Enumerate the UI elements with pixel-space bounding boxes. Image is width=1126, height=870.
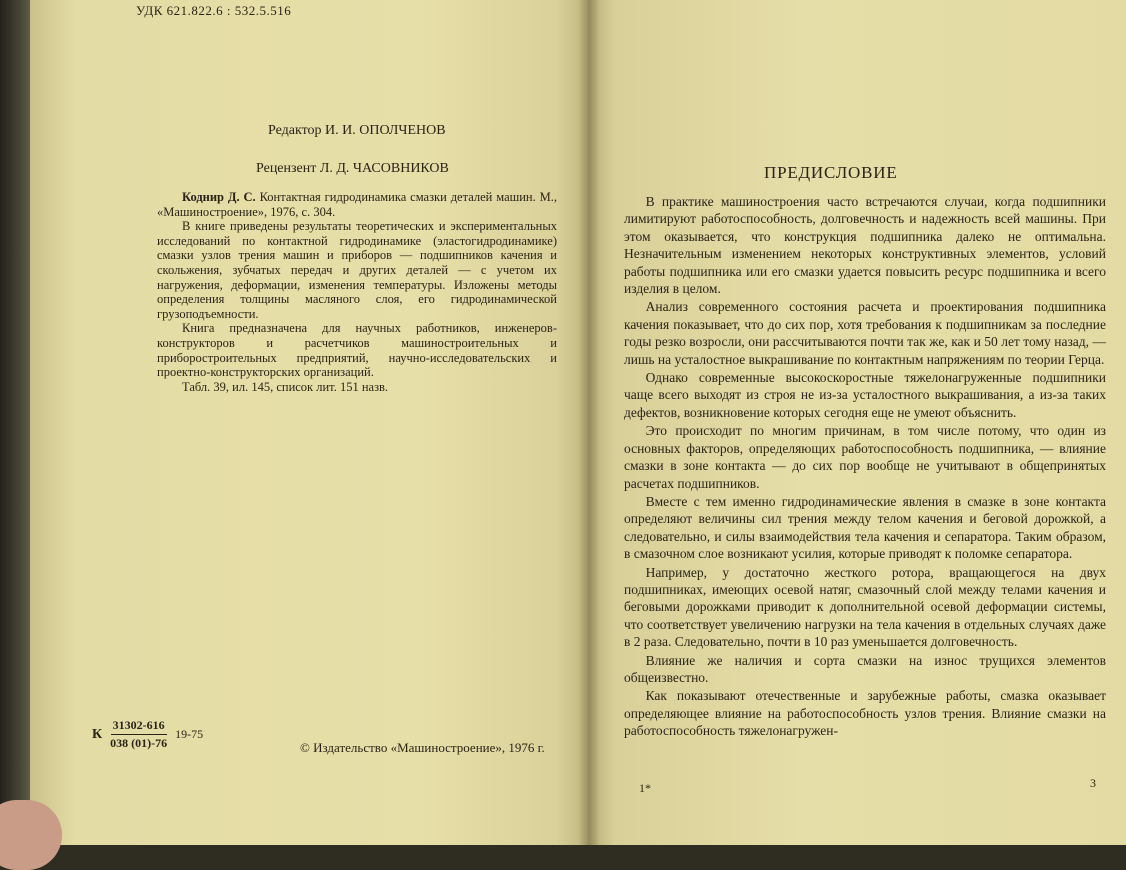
preface-heading: ПРЕДИСЛОВИЕ [764, 163, 898, 182]
catalog-numerator: 31302-616 [111, 718, 167, 735]
abstract-paragraph-1: В книге приведены результаты теоретических и экспериментальных исследований по контактной гидродинамике (эластогидродинамике) смазки узлов трения машин и приборов — подшипников качения и скольжения, зубчатых передач и других деталей — с учетом их нагружения, деформации, изменения температуры. Изложены методы определения толщины масляного слоя, его гидродинамической грузоподъемности. [157, 219, 557, 321]
citation-author: Коднир Д. С. [182, 190, 256, 204]
preface-paragraph: Вместе с тем именно гидродинамические явления в смазке в зоне контакта определяют величины сил трения между телом качения и беговой дорожкой, а следовательно, и силы взаимодействия тела качения и сепаратора. Таким образом, в смазочном слое возникают усилия, которые приводят к поломке сепаратора. [624, 493, 1106, 562]
annotation-block [157, 190, 557, 394]
udk-code: УДК 621.822.6 : 532.5.516 [136, 3, 292, 18]
preface-paragraph: Анализ современного состояния расчета и проектирования подшипника качения показывает, что до сих пор, хотя требования к подшипникам за последние годы резко возросли, они рассчитываются почти так же, как и 50 лет тому назад, — лишь на усталостное выкрашивание по контактным напряжениям по теории Герца. [624, 299, 1106, 367]
preface-paragraph: В практике машиностроения часто встречаются случаи, когда подшипники лимитируют работоспособность, долговечность и надежность всей машины. При этом оказывается, что конструкция подшипника далеко не оптимальна. Незначительным изменением некоторых конструктивных элементов, условий работы подшипника или его смазки удается повысить ресурс подшипника и всего изделия в целом. [624, 194, 1106, 297]
reviewer-credit: Рецензент Л. Д. ЧАСОВНИКОВ [256, 161, 449, 176]
catalog-code: 19-75 [175, 727, 204, 741]
preface-paragraph: Влияние же наличия и сорта смазки на износ трущихся элементов общеизвестно. [624, 652, 1106, 685]
book-gutter [578, 0, 600, 845]
catalog-fraction [108, 718, 169, 751]
preface-paragraph: Однако современные высокоскоростные тяжелонагруженные подшипники чаще всего выходят из строя не из-за усталостного выкрашивания, а из-за таких дефектов, возникновение которых сегодня еще не умеют объяснить. [624, 370, 1106, 420]
editor-credit: Редактор И. И. ОПОЛЧЕНОВ [268, 123, 446, 138]
preface-paragraph: Например, у достаточно жесткого ротора, вращающегося на двух подшипниках, имеющих осевой натяг, смазочный слой между телами качения и беговыми дорожками приводит к дополнительной осевой деформации системы, что соответствует увеличению нагрузки на тела качения в отдельных случаях даже в 2 раза. Следовательно, почти в 10 раз уменьшается долговечность. [624, 564, 1106, 650]
copyright-line: © Издательство «Машиностроение», 1976 г. [300, 740, 545, 755]
abstract-stats: Табл. 39, ил. 145, список лит. 151 назв. [182, 379, 389, 394]
catalog-denominator: 038 (01)-76 [110, 736, 168, 750]
preface-paragraph: Это происходит по многим причинам, в том числе потому, что один из основных факторов, определяющих работоспособность подшипника, — влияние смазки в зоне контакта — до сих пор вообще не учитывают в общепринятых расчетах подшипников. [624, 423, 1106, 491]
preface-paragraph: Как показывают отечественные и зарубежные работы, смазка оказывает определяющее влияние на работоспособность узлов трения. Влияние смазки на работоспособность тяжелонагружен- [624, 688, 1106, 739]
thumb [0, 800, 62, 870]
page-number: 3 [1090, 776, 1096, 790]
preface-body [624, 193, 1106, 741]
catalog-letter: К [92, 726, 103, 742]
catalog-index [92, 718, 203, 751]
abstract-paragraph-2: Книга предназначена для научных работников, инженеров-конструкторов и расчетчиков машиностроительных и приборостроительных предприятий, научно-исследовательских и проектно-конструкторских организаций. [157, 321, 557, 380]
printer-signature: 1* [639, 781, 651, 795]
citation [157, 190, 557, 219]
citation-text: Контактная гидродинамика смазки деталей машин. М., «Машиностроение», 1976, с. 304. [157, 190, 557, 219]
